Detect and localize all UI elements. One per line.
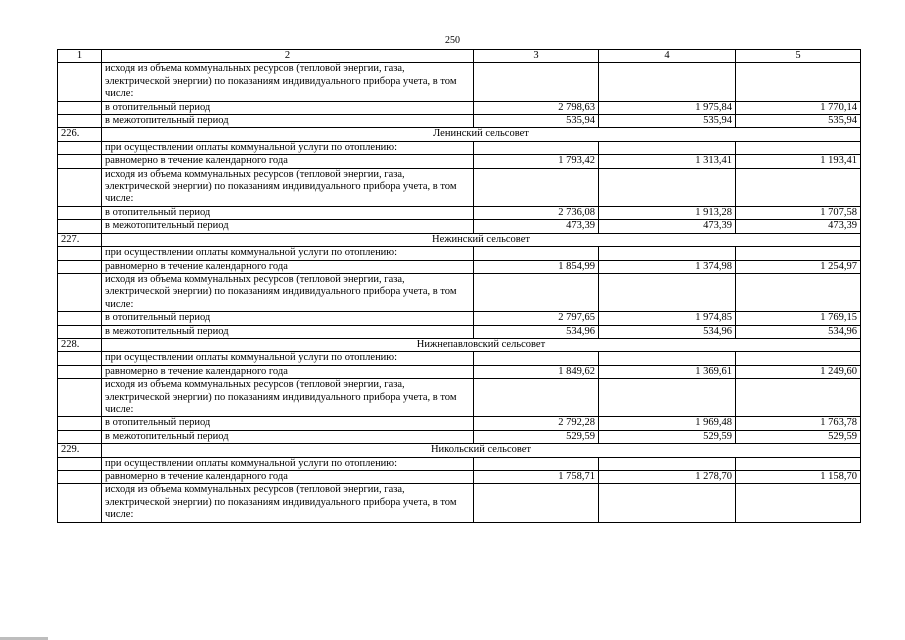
table-row: [58, 471, 861, 484]
description-cell: равномерно в течение календарного года: [102, 471, 474, 484]
description-cell: в межотопительный период: [102, 325, 474, 338]
description-cell: при осуществлении оплаты коммунальной услуги по отоплению:: [102, 352, 474, 365]
value-cell: 534,96: [599, 325, 736, 338]
index-cell: [58, 325, 102, 338]
index-cell: [58, 101, 102, 114]
value-cell: [474, 352, 599, 365]
table-row: [58, 206, 861, 219]
column-number-row: [58, 50, 861, 63]
value-cell: [599, 168, 736, 206]
value-cell: 473,39: [474, 220, 599, 233]
index-cell: [58, 141, 102, 154]
table-row: [58, 312, 861, 325]
index-cell: [58, 168, 102, 206]
value-cell: 473,39: [599, 220, 736, 233]
value-cell: 1 969,48: [599, 417, 736, 430]
index-cell: [58, 352, 102, 365]
description-cell: исходя из объема коммунальных ресурсов (тепловой энергии, газа, электрической энергии) по показаниям индивидуального прибора учета, в том числе:: [102, 63, 474, 101]
value-cell: 2 797,65: [474, 312, 599, 325]
table-row: [58, 365, 861, 378]
value-cell: 1 278,70: [599, 471, 736, 484]
description-cell: исходя из объема коммунальных ресурсов (тепловой энергии, газа, электрической энергии) по показаниям индивидуального прибора учета, в том числе:: [102, 168, 474, 206]
table-row: [58, 260, 861, 273]
value-cell: [474, 484, 599, 522]
value-cell: [474, 457, 599, 470]
description-cell: равномерно в течение календарного года: [102, 365, 474, 378]
index-cell: [58, 457, 102, 470]
value-cell: 1 974,85: [599, 312, 736, 325]
description-cell: при осуществлении оплаты коммунальной услуги по отоплению:: [102, 247, 474, 260]
value-cell: [736, 168, 861, 206]
value-cell: [474, 63, 599, 101]
index-cell: [58, 365, 102, 378]
value-cell: 1 313,41: [599, 155, 736, 168]
index-cell: [58, 260, 102, 273]
description-cell: исходя из объема коммунальных ресурсов (тепловой энергии, газа, электрической энергии) по показаниям индивидуального прибора учета, в том числе:: [102, 273, 474, 311]
table-body: [58, 50, 861, 523]
value-cell: 473,39: [736, 220, 861, 233]
value-cell: 1 849,62: [474, 365, 599, 378]
table-row: [58, 141, 861, 154]
index-cell: [58, 417, 102, 430]
section-title-cell: Никольский сельсовет: [102, 444, 861, 457]
value-cell: [736, 352, 861, 365]
value-cell: 534,96: [474, 325, 599, 338]
value-cell: 529,59: [474, 430, 599, 443]
value-cell: 1 763,78: [736, 417, 861, 430]
value-cell: [736, 63, 861, 101]
index-cell: [58, 273, 102, 311]
value-cell: 1 158,70: [736, 471, 861, 484]
index-cell: [58, 206, 102, 219]
table-row: [58, 101, 861, 114]
description-cell: исходя из объема коммунальных ресурсов (тепловой энергии, газа, электрической энергии) по показаниям индивидуального прибора учета, в том числе:: [102, 484, 474, 522]
section-index-cell: 228.: [58, 338, 102, 351]
column-number-cell: 1: [58, 50, 102, 63]
column-number-cell: 2: [102, 50, 474, 63]
table-row: [58, 273, 861, 311]
value-cell: 2 736,08: [474, 206, 599, 219]
index-cell: [58, 247, 102, 260]
value-cell: [736, 484, 861, 522]
value-cell: [736, 141, 861, 154]
section-index-cell: 227.: [58, 233, 102, 246]
index-cell: [58, 484, 102, 522]
value-cell: 529,59: [736, 430, 861, 443]
column-number-cell: 3: [474, 50, 599, 63]
table-row: [58, 417, 861, 430]
index-cell: [58, 430, 102, 443]
section-title-cell: Нежинский сельсовет: [102, 233, 861, 246]
description-cell: в отопительный период: [102, 417, 474, 430]
table-row: [58, 220, 861, 233]
value-cell: 1 254,97: [736, 260, 861, 273]
index-cell: [58, 63, 102, 101]
value-cell: [474, 168, 599, 206]
description-cell: в отопительный период: [102, 312, 474, 325]
section-header-row: [58, 444, 861, 457]
value-cell: [599, 273, 736, 311]
table-row: [58, 168, 861, 206]
section-title-cell: Ленинский сельсовет: [102, 128, 861, 141]
value-cell: 535,94: [736, 115, 861, 128]
description-cell: при осуществлении оплаты коммунальной услуги по отоплению:: [102, 141, 474, 154]
description-cell: при осуществлении оплаты коммунальной услуги по отоплению:: [102, 457, 474, 470]
section-header-row: [58, 233, 861, 246]
value-cell: [599, 63, 736, 101]
value-cell: 534,96: [736, 325, 861, 338]
value-cell: [599, 457, 736, 470]
value-cell: 1 374,98: [599, 260, 736, 273]
value-cell: [736, 273, 861, 311]
section-header-row: [58, 338, 861, 351]
table-row: [58, 247, 861, 260]
table-row: [58, 115, 861, 128]
value-cell: [474, 379, 599, 417]
description-cell: в межотопительный период: [102, 430, 474, 443]
description-cell: в межотопительный период: [102, 220, 474, 233]
description-cell: равномерно в течение календарного года: [102, 155, 474, 168]
description-cell: в отопительный период: [102, 101, 474, 114]
table-row: [58, 484, 861, 522]
page-number: 250: [445, 35, 460, 46]
table-row: [58, 352, 861, 365]
value-cell: 529,59: [599, 430, 736, 443]
section-title-cell: Нижнепавловский сельсовет: [102, 338, 861, 351]
table-row: [58, 325, 861, 338]
value-cell: 2 798,63: [474, 101, 599, 114]
section-index-cell: 229.: [58, 444, 102, 457]
value-cell: [599, 247, 736, 260]
value-cell: 1 193,41: [736, 155, 861, 168]
value-cell: 1 793,42: [474, 155, 599, 168]
value-cell: [599, 484, 736, 522]
index-cell: [58, 155, 102, 168]
table-row: [58, 63, 861, 101]
value-cell: 1 770,14: [736, 101, 861, 114]
value-cell: [599, 379, 736, 417]
value-cell: [474, 247, 599, 260]
index-cell: [58, 312, 102, 325]
tariff-table: [57, 49, 861, 523]
value-cell: 1 975,84: [599, 101, 736, 114]
value-cell: 535,94: [474, 115, 599, 128]
index-cell: [58, 220, 102, 233]
index-cell: [58, 379, 102, 417]
value-cell: 2 792,28: [474, 417, 599, 430]
description-cell: в отопительный период: [102, 206, 474, 219]
index-cell: [58, 115, 102, 128]
value-cell: [474, 273, 599, 311]
section-index-cell: 226.: [58, 128, 102, 141]
value-cell: [599, 352, 736, 365]
description-cell: в межотопительный период: [102, 115, 474, 128]
table-row: [58, 457, 861, 470]
value-cell: 1 249,60: [736, 365, 861, 378]
table-row: [58, 379, 861, 417]
table-row: [58, 155, 861, 168]
value-cell: 1 913,28: [599, 206, 736, 219]
description-cell: равномерно в течение календарного года: [102, 260, 474, 273]
value-cell: 1 854,99: [474, 260, 599, 273]
index-cell: [58, 471, 102, 484]
value-cell: 1 707,58: [736, 206, 861, 219]
description-cell: исходя из объема коммунальных ресурсов (тепловой энергии, газа, электрической энергии) по показаниям индивидуального прибора учета, в том числе:: [102, 379, 474, 417]
value-cell: 1 769,15: [736, 312, 861, 325]
value-cell: 1 369,61: [599, 365, 736, 378]
value-cell: [474, 141, 599, 154]
value-cell: [736, 379, 861, 417]
column-number-cell: 4: [599, 50, 736, 63]
value-cell: 1 758,71: [474, 471, 599, 484]
table-row: [58, 430, 861, 443]
value-cell: [736, 457, 861, 470]
column-number-cell: 5: [736, 50, 861, 63]
value-cell: [736, 247, 861, 260]
value-cell: [599, 141, 736, 154]
value-cell: 535,94: [599, 115, 736, 128]
section-header-row: [58, 128, 861, 141]
